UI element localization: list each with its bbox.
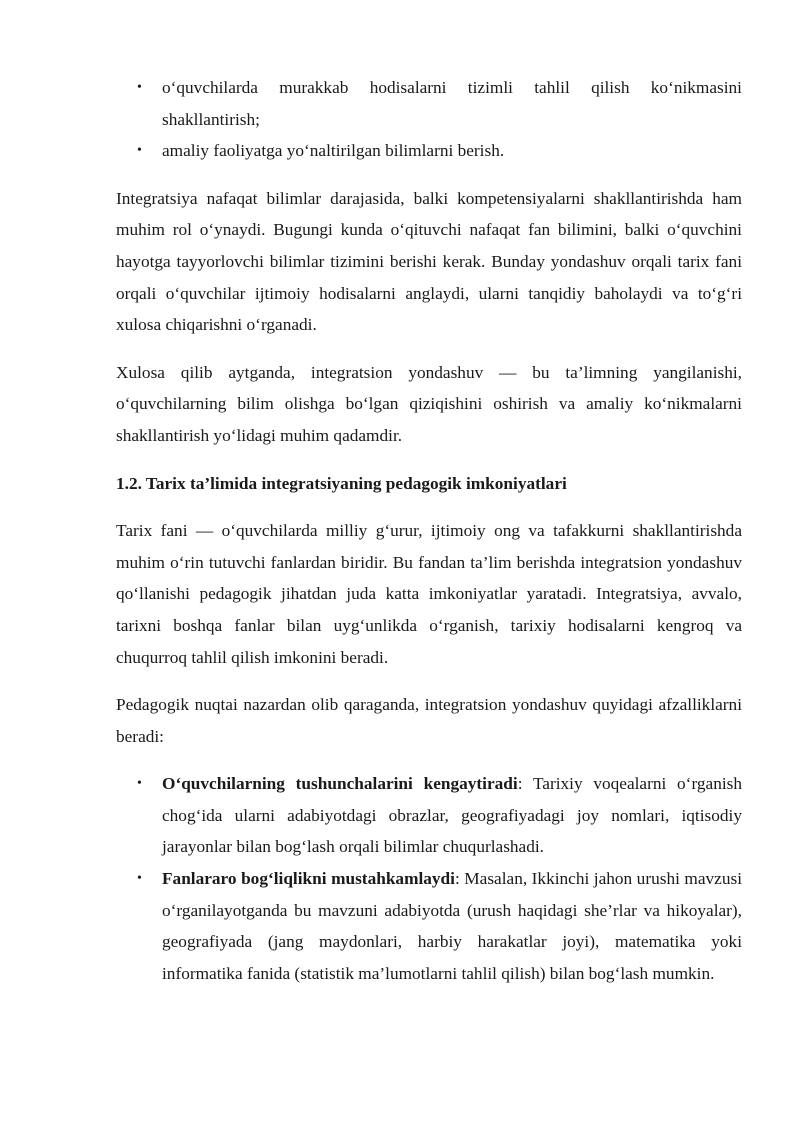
list-item — [116, 135, 742, 167]
list-item-text: : Masalan, Ikkinchi jahon urushi mavzusi o‘rganilayotganda bu mavzuni adabiyotda (urush haqidagi she’rlar va hikoyalar), geografiyada (jang maydonlari, harbiy harakatlar joyi), matematika yoki informatika fanida (statistik ma’lumotlarni tahlil qilish) bilan bog‘lash mumkin. — [162, 869, 742, 983]
paragraph: Xulosa qilib aytganda, integratsion yondashuv — bu ta’limning yangilanishi, o‘quvchilarning bilim olishga bo‘lgan qiziqishini oshirish va amaliy ko‘nikmalarni shakllantirish yo‘lidagi muhim qadamdir. — [116, 362, 742, 445]
list-item — [116, 768, 742, 863]
paragraph: Pedagogik nuqtai nazardan olib qaraganda, integratsion yondashuv quyidagi afzalliklarni beradi: — [116, 695, 742, 746]
bullet-icon: • — [137, 143, 142, 159]
bullet-icon: • — [137, 80, 142, 95]
list-item-term: Fanlararo bog‘liqlikni mustahkamlaydi — [162, 869, 455, 889]
paragraph: Tarix fani — o‘quvchilarda milliy g‘urur, ijtimoiy ong va tafakkurni shakllantirishda muhim o‘rin tutuvchi fanlardan biridir. Bu fandan ta’lim berishda integratsion yondashuv qo‘llanishi pedagogik jihatdan juda katta imkoniyatlar yaratadi. Integratsiya, avvalo, tarixni boshqa fanlar bilan uyg‘unlikda o‘rganish, tarixiy hodisalarni kengroq va chuqurroq tahlil qilish imkonini beradi. — [116, 521, 742, 667]
list-item-text: : Tarixiy voqealarni o‘rganish chog‘ida ularni adabiyotdagi obrazlar, geografiyadagi joy nomlari, iqtisodiy jarayonlar bilan bog‘lash orqali bilimlar chuqurlashadi. — [162, 774, 743, 857]
bullet-icon: • — [137, 871, 142, 887]
list-item-term: O‘quvchilarning tushunchalarini kengaytiradi — [162, 774, 518, 794]
bullet-list-bottom — [116, 768, 742, 989]
bullet-list-top — [116, 72, 742, 167]
paragraph: Integratsiya nafaqat bilimlar darajasida, balki kompetensiyalarni shakllantirishda ham muhim rol o‘ynaydi. Bugungi kunda o‘qituvchi nafaqat fan bilimini, balki o‘quvchini hayotga tayyorlovchi bilimlar tizimini berishi kerak. Bunday yondashuv orqali tarix fani orqali o‘quvchilar ijtimoiy hodisalarni anglaydi, ularni tanqidiy baholaydi va to‘g‘ri xulosa chiqarishni o‘rganadi. — [116, 188, 742, 335]
page-content — [116, 72, 742, 989]
list-item — [116, 863, 742, 989]
bullet-icon: • — [137, 776, 142, 792]
section-heading: 1.2. Tarix ta’limida integratsiyaning pedagogik imkoniyatlari — [116, 473, 567, 493]
list-item-text: amaliy faoliyatga yo‘naltirilgan bilimlarni berish. — [162, 141, 505, 161]
list-item-text: o‘quvchilarda murakkab hodisalarni tizimli tahlil qilish ko‘nikmasini shakllantirish; — [162, 78, 742, 129]
list-item — [116, 72, 742, 135]
